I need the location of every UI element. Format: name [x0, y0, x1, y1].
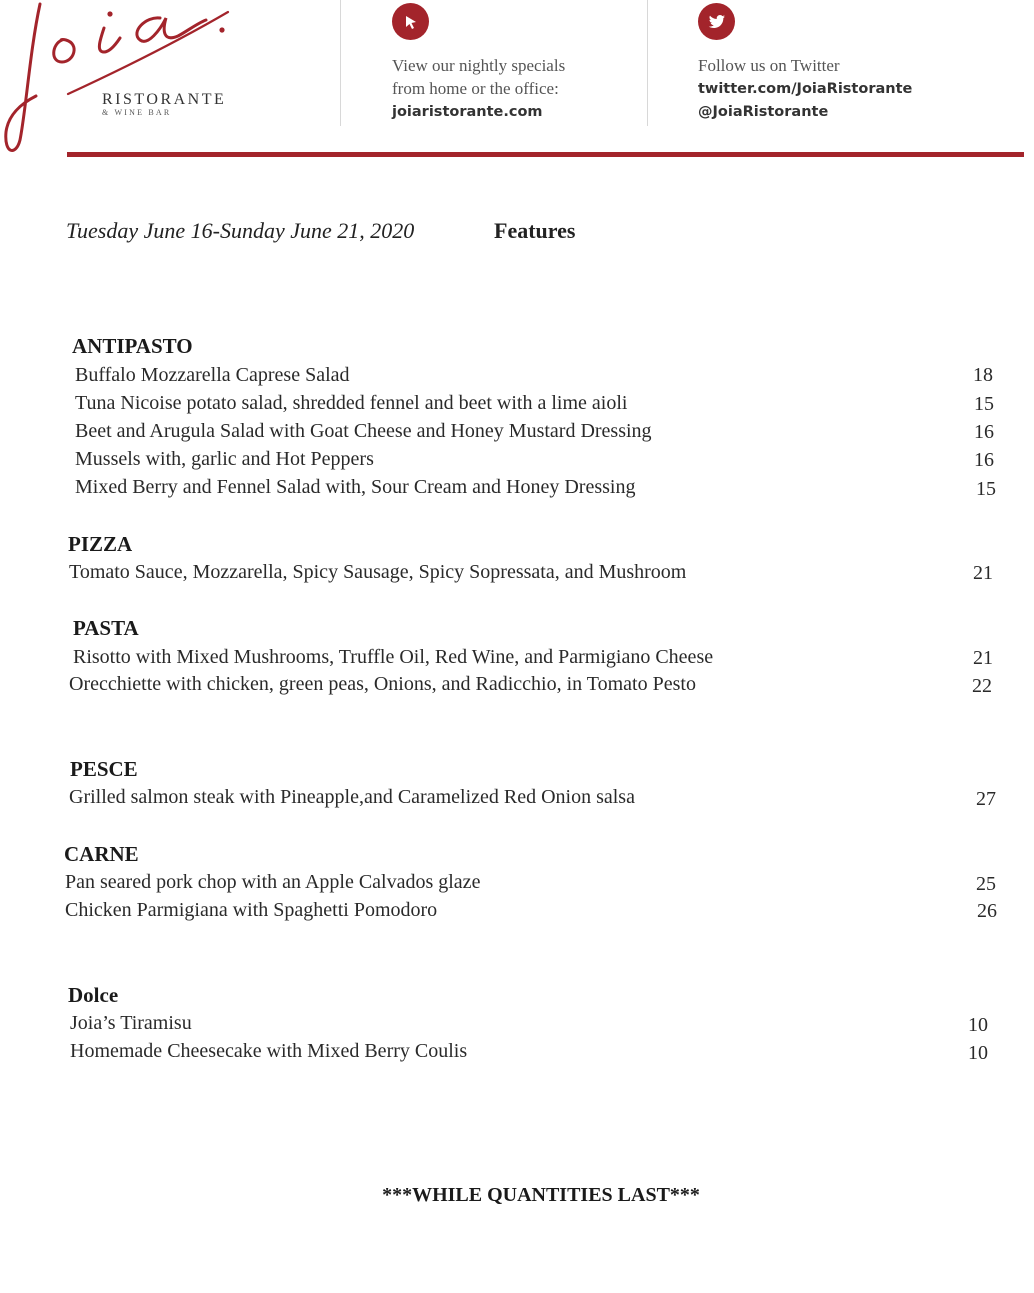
- twitter-handle[interactable]: @JoiaRistorante: [698, 104, 829, 120]
- menu-item-name: Tuna Nicoise potato salad, shredded fennel and beet with a lime aioli: [75, 392, 628, 414]
- menu-item-price: 25: [976, 873, 996, 895]
- section-heading-pasta: PASTA: [73, 616, 139, 640]
- menu-item-price: 15: [976, 478, 996, 500]
- menu-item-price: 26: [977, 900, 997, 922]
- header-divider: [340, 0, 341, 126]
- menu-item-name: Homemade Cheesecake with Mixed Berry Coulis: [70, 1040, 468, 1062]
- menu-item-name: Pan seared pork chop with an Apple Calvados glaze: [65, 871, 481, 893]
- section-heading-antipasto: ANTIPASTO: [72, 334, 193, 358]
- menu-item-name: Grilled salmon steak with Pineapple,and Caramelized Red Onion salsa: [69, 786, 635, 808]
- specials-text-line2: from home or the office:: [392, 79, 559, 98]
- menu-dates: Tuesday June 16-Sunday June 21, 2020: [66, 218, 415, 243]
- menu-item-price: 10: [968, 1014, 988, 1036]
- twitter-link[interactable]: twitter.com/JoiaRistorante: [698, 81, 913, 97]
- menu-item-price: 16: [974, 421, 994, 443]
- menu-item-price: 10: [968, 1042, 988, 1064]
- menu-item-name: Buffalo Mozzarella Caprese Salad: [75, 364, 350, 386]
- menu-item-name: Beet and Arugula Salad with Goat Cheese and Honey Mustard Dressing: [75, 420, 652, 442]
- menu-item-price: 21: [973, 647, 993, 669]
- menu-item-name: Joia’s Tiramisu: [70, 1012, 192, 1034]
- menu-item-price: 21: [973, 562, 993, 584]
- menu-item-name: Risotto with Mixed Mushrooms, Truffle Oil, Red Wine, and Parmigiano Cheese: [73, 646, 714, 668]
- menu-item-price: 27: [976, 788, 996, 810]
- specials-text-line1: View our nightly specials: [392, 56, 566, 75]
- cursor-icon: [392, 3, 429, 40]
- menu-item-price: 16: [974, 449, 994, 471]
- header-rule: [67, 152, 1024, 157]
- joia-script-logo: [0, 0, 240, 160]
- menu-item-price: 18: [973, 364, 993, 386]
- menu-item-name: Mussels with, garlic and Hot Peppers: [75, 448, 374, 470]
- menu-item-name: Mixed Berry and Fennel Salad with, Sour Cream and Honey Dressing: [75, 476, 636, 498]
- brand-subtitle: & WINE BAR: [102, 108, 172, 117]
- joia-logo: [0, 0, 240, 160]
- twitter-bird-icon: [698, 3, 735, 40]
- menu-item-price: 22: [972, 675, 992, 697]
- footer-note: ***WHILE QUANTITIES LAST***: [382, 1184, 700, 1206]
- website-link[interactable]: joiaristorante.com: [392, 104, 543, 120]
- menu-item-name: Tomato Sauce, Mozzarella, Spicy Sausage, Spicy Sopressata, and Mushroom: [69, 561, 687, 583]
- menu-title: Features: [494, 218, 576, 243]
- menu-item-price: 15: [974, 393, 994, 415]
- section-heading-carne: CARNE: [64, 842, 139, 866]
- section-heading-pizza: PIZZA: [68, 532, 133, 556]
- menu-item-name: Orecchiette with chicken, green peas, Onions, and Radicchio, in Tomato Pesto: [69, 673, 696, 695]
- header-divider: [647, 0, 648, 126]
- brand-name: RISTORANTE: [102, 91, 227, 108]
- section-heading-dolce: Dolce: [68, 983, 119, 1007]
- twitter-text: Follow us on Twitter: [698, 56, 840, 75]
- menu-item-name: Chicken Parmigiana with Spaghetti Pomodoro: [65, 899, 438, 921]
- section-heading-pesce: PESCE: [70, 757, 138, 781]
